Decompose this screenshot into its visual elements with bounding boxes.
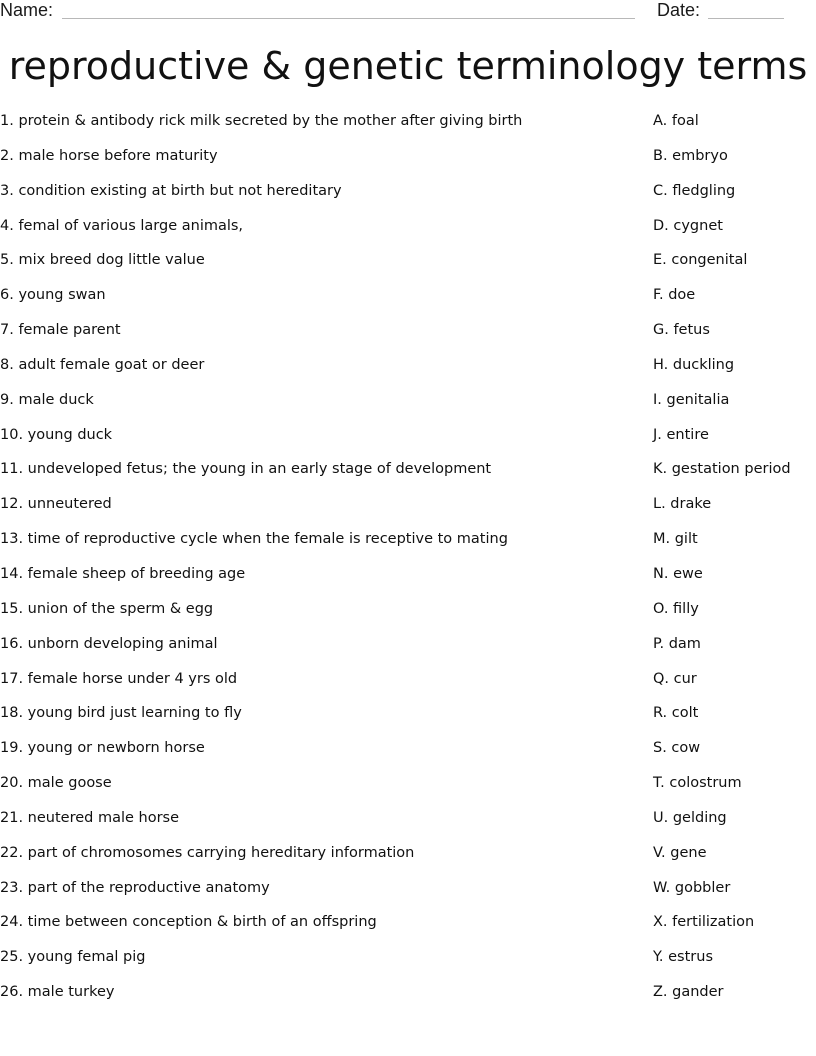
term-text: 7. female parent (0, 322, 121, 339)
answer-option: L. drake (653, 496, 712, 513)
answer-option: K. gestation period (653, 461, 791, 478)
term-text: 18. young bird just learning to fly (0, 705, 242, 722)
term-text: 21. neutered male horse (0, 809, 180, 826)
list-item (0, 634, 816, 669)
answer-option: F. doe (653, 287, 696, 304)
list-item (0, 878, 816, 913)
answer-option: S. cow (653, 740, 701, 757)
term-text: 4. femal of various large animals, (0, 217, 244, 234)
term-text: 8. adult female goat or deer (0, 356, 205, 373)
list-item (0, 494, 816, 529)
answer-option: J. entire (653, 426, 709, 443)
answer-option: N. ewe (653, 565, 703, 582)
list-item (0, 355, 816, 390)
date-label: Date: (657, 0, 701, 20)
term-text: 5. mix breed dog little value (0, 252, 205, 269)
answer-option: R. colt (653, 705, 699, 722)
term-text: 19. young or newborn horse (0, 740, 205, 757)
term-text: 9. male duck (0, 391, 94, 408)
term-text: 13. time of reproductive cycle when the female is receptive to mating (0, 531, 508, 548)
term-text: 1. protein & antibody rick milk secreted by the mother after giving birth (0, 113, 523, 129)
answer-option: M. gilt (653, 531, 698, 548)
list-item (0, 181, 816, 216)
answer-option: Z. gander (653, 984, 724, 1001)
term-text: 11. undeveloped fetus; the young in an early stage of development (0, 461, 492, 478)
term-text: 15. union of the sperm & egg (0, 600, 214, 617)
term-text: 12. unneutered (0, 496, 112, 513)
list-item (0, 947, 816, 982)
answer-option: P. dam (653, 635, 701, 652)
list-item (0, 599, 816, 634)
term-text: 16. unborn developing animal (0, 635, 218, 652)
list-item (0, 529, 816, 564)
answer-option: U. gelding (653, 809, 727, 826)
page-title: reproductive & genetic terminology terms (8, 44, 808, 88)
term-text: 24. time between conception & birth of an offspring (0, 914, 377, 931)
answer-option: H. duckling (653, 356, 735, 373)
term-text: 3. condition existing at birth but not hereditary (0, 182, 342, 199)
answer-option: Q. cur (653, 670, 697, 687)
list-item (0, 808, 816, 843)
answer-option: E. congenital (653, 252, 748, 269)
list-item (0, 390, 816, 425)
list-item (0, 738, 816, 773)
term-text: 22. part of chromosomes carrying hereditary information (0, 844, 415, 861)
term-text: 17. female horse under 4 yrs old (0, 670, 238, 687)
term-text: 14. female sheep of breeding age (0, 565, 246, 582)
answer-option: W. gobbler (653, 879, 731, 896)
answer-option: G. fetus (653, 322, 710, 339)
worksheet-header (0, 0, 816, 24)
term-text: 2. male horse before maturity (0, 147, 218, 164)
list-item (0, 843, 816, 878)
name-input-line[interactable] (62, 18, 635, 19)
list-item (0, 669, 816, 704)
answer-option: B. embryo (653, 147, 728, 164)
list-item (0, 912, 816, 947)
answer-option: V. gene (653, 844, 707, 861)
answer-option: O. filly (653, 600, 699, 617)
answer-option: A. foal (653, 113, 699, 129)
term-text: 10. young duck (0, 426, 113, 443)
list-item (0, 250, 816, 285)
list-item (0, 216, 816, 251)
term-text: 6. young swan (0, 287, 106, 304)
term-text: 20. male goose (0, 775, 112, 792)
name-label: Name: (0, 0, 54, 20)
answer-option: C. fledgling (653, 182, 736, 199)
list-item (0, 703, 816, 738)
list-item (0, 285, 816, 320)
term-text: 26. male turkey (0, 984, 115, 1001)
answer-option: T. colostrum (653, 775, 742, 792)
answer-option: Y. estrus (653, 949, 714, 966)
list-item (0, 773, 816, 808)
list-item (0, 564, 816, 599)
answer-option: D. cygnet (653, 217, 723, 234)
list-item (0, 425, 816, 460)
answer-option: I. genitalia (653, 391, 730, 408)
matching-list (0, 111, 816, 1017)
list-item (0, 320, 816, 355)
list-item (0, 982, 816, 1017)
list-item (0, 111, 816, 146)
answer-option: X. fertilization (653, 914, 755, 931)
list-item (0, 146, 816, 181)
term-text: 23. part of the reproductive anatomy (0, 879, 270, 896)
date-input-line[interactable] (708, 18, 784, 19)
term-text: 25. young femal pig (0, 949, 146, 966)
list-item (0, 459, 816, 494)
